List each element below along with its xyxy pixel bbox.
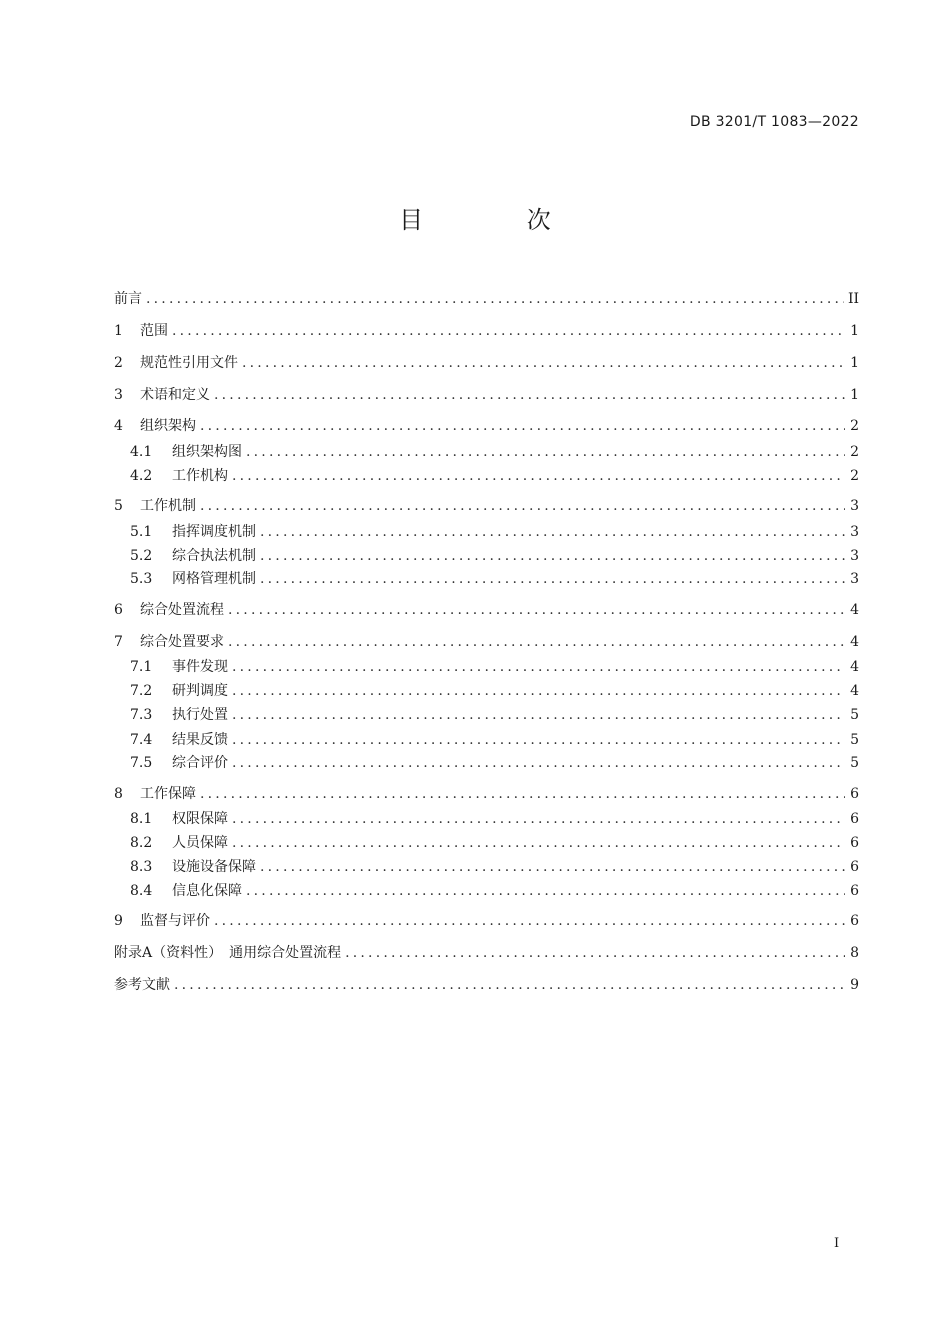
toc-entry-page: 6 [850,835,859,851]
toc-dot-leader [232,705,845,725]
toc-entry-title: 综合评价 [172,755,228,771]
toc-entry-number: 8.4 [130,883,153,899]
toc-entry[interactable] [114,600,859,620]
toc-entry-title: 组织架构 [140,418,196,434]
toc-entry-number: 7.3 [130,707,153,723]
toc-dot-leader [174,975,845,995]
toc-entry[interactable] [130,569,859,589]
toc-entry-number: 8.2 [130,835,153,851]
toc-entry-number: 4.1 [130,444,153,460]
toc-entry[interactable] [114,289,859,309]
toc-entry-page: 2 [850,444,859,460]
toc-entry[interactable] [130,833,859,853]
toc-entry-page: 5 [850,732,859,748]
toc-dot-leader [232,809,845,829]
toc-dot-leader [242,353,845,373]
toc-entry-number: 9 [114,913,123,929]
toc-entry-page: 1 [850,355,859,371]
toc-entry-number: 5 [114,498,123,514]
toc-entry[interactable] [130,522,859,542]
toc-entry-number: 5.2 [130,548,153,564]
toc-dot-leader [246,442,845,462]
toc-entry-number: 3 [114,387,123,403]
toc-entry-page: 3 [850,571,859,587]
toc-entry[interactable] [114,975,859,995]
toc-dot-leader [246,881,845,901]
toc-dot-leader [200,784,845,804]
toc-entry[interactable] [130,681,859,701]
toc-entry-title: 参考文献 [114,977,170,993]
toc-entry-page: 2 [850,468,859,484]
toc-entry-number: 7.5 [130,755,153,771]
toc-entry-title: 范围 [140,323,168,339]
toc-entry-title: 前言 [114,291,142,307]
toc-entry-page: 2 [850,418,859,434]
toc-entry-page: 3 [850,548,859,564]
toc-entry[interactable] [130,705,859,725]
toc-entry-page: 6 [850,883,859,899]
toc-entry-title: 监督与评价 [140,913,210,929]
toc-entry-page: 8 [850,945,859,961]
toc-entry-page: 9 [850,977,859,993]
toc-entry[interactable] [114,943,859,963]
toc-entry-number: 7.1 [130,659,153,675]
toc-entry-page: 4 [850,659,859,675]
toc-entry-title: 权限保障 [172,811,228,827]
toc-entry-title: 组织架构图 [172,444,242,460]
toc-entry-number: 8 [114,786,123,802]
toc-entry-title: 术语和定义 [140,387,210,403]
toc-entry-title: 附录A（资料性） 通用综合处置流程 [114,945,342,961]
toc-entry-number: 6 [114,602,123,618]
toc-dot-leader [200,416,845,436]
toc-entry-page: 5 [850,707,859,723]
toc-entry[interactable] [130,881,859,901]
toc-entry[interactable] [130,809,859,829]
toc-dot-leader [232,730,845,750]
toc-entry[interactable] [114,321,859,341]
toc-entry[interactable] [130,442,859,462]
toc-entry[interactable] [114,353,859,373]
toc-entry-number: 4 [114,418,123,434]
toc-dot-leader [228,632,845,652]
toc-entry[interactable] [114,385,859,405]
toc-entry[interactable] [130,466,859,486]
toc-entry-title: 网格管理机制 [172,571,256,587]
toc-dot-leader [214,911,845,931]
toc-entry-page: 1 [850,387,859,403]
toc-entry-page: II [847,291,859,307]
toc-entry-page: 6 [850,786,859,802]
toc-dot-leader [232,657,845,677]
toc-entry[interactable] [114,632,859,652]
toc-entry-title: 信息化保障 [172,883,242,899]
toc-entry-page: 5 [850,755,859,771]
toc-entry-page: 6 [850,811,859,827]
toc-entry[interactable] [130,857,859,877]
toc-entry-title: 综合处置流程 [140,602,224,618]
toc-entry-title: 结果反馈 [172,732,228,748]
toc-entry-title: 执行处置 [172,707,228,723]
toc-entry[interactable] [114,496,859,516]
toc-entry-title: 工作保障 [140,786,196,802]
toc-entry-page: 6 [850,859,859,875]
toc-entry-number: 1 [114,323,123,339]
toc-entry-page: 4 [850,602,859,618]
toc-dot-leader [228,600,845,620]
toc-dot-leader [260,857,845,877]
toc-entry-title: 工作机制 [140,498,196,514]
toc-entry-number: 7.4 [130,732,153,748]
toc-entry-page: 4 [850,683,859,699]
toc-entry-page: 3 [850,498,859,514]
toc-entry-title: 综合执法机制 [172,548,256,564]
toc-entry[interactable] [114,911,859,931]
toc-entry[interactable] [130,546,859,566]
toc-dot-leader [232,466,845,486]
toc-dot-leader [260,522,845,542]
page-number: I [834,1236,840,1251]
toc-entry-number: 8.3 [130,859,153,875]
toc-dot-leader [260,569,845,589]
toc-entry-number: 8.1 [130,811,153,827]
toc-entry-title: 设施设备保障 [172,859,256,875]
toc-entry-number: 4.2 [130,468,153,484]
toc-entry-number: 5.1 [130,524,153,540]
toc-entry-title: 规范性引用文件 [140,355,238,371]
toc-entry[interactable] [130,657,859,677]
toc-dot-leader [232,833,845,853]
toc-dot-leader [214,385,845,405]
toc-dot-leader [200,496,845,516]
toc-entry-title: 事件发现 [172,659,228,675]
toc-entry[interactable] [130,753,859,773]
toc-entry-page: 6 [850,913,859,929]
toc-dot-leader [232,753,845,773]
toc-entry-number: 7 [114,634,123,650]
toc-entry-page: 3 [850,524,859,540]
toc-entry[interactable] [114,416,859,436]
toc-entry[interactable] [130,730,859,750]
toc-entry-title: 工作机构 [172,468,228,484]
toc-entry-number: 5.3 [130,571,153,587]
toc-dot-leader [146,289,844,309]
toc-entry-title: 指挥调度机制 [172,524,256,540]
toc-title: 目 次 [399,206,599,234]
toc-dot-leader [172,321,845,341]
toc-entry-number: 7.2 [130,683,153,699]
toc-entry-title: 综合处置要求 [140,634,224,650]
toc-entry[interactable] [114,784,859,804]
toc-dot-leader [232,681,845,701]
toc-dot-leader [260,546,845,566]
toc-entry-title: 人员保障 [172,835,228,851]
document-code: DB 3201/T 1083—2022 [689,114,859,130]
toc-entry-number: 2 [114,355,123,371]
toc-entry-page: 1 [850,323,859,339]
toc-entry-title: 研判调度 [172,683,228,699]
toc-entry-page: 4 [850,634,859,650]
toc-dot-leader [345,943,845,963]
